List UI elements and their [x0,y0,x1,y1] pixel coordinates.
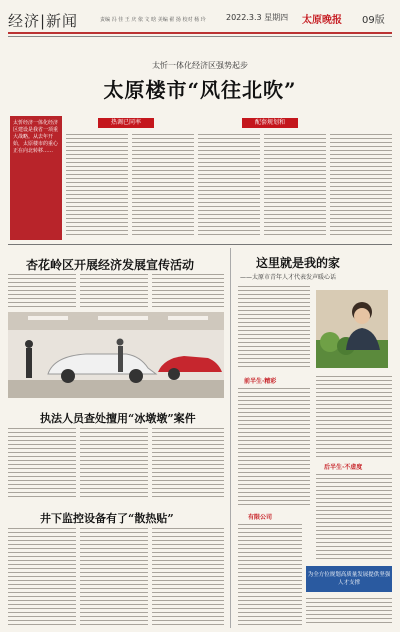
article2-text-col-1 [8,272,76,308]
article3-text-col-2a [316,374,392,458]
header-rule [8,32,392,34]
subhead-3: 有限公司 [248,514,273,521]
article2-text-col-3 [152,272,224,308]
car-showroom-photo [8,312,224,398]
header-rule-thin [8,36,392,37]
article4-text-col-1 [8,426,76,498]
lead-text-col-1 [66,132,128,238]
section-title: 经济|新闻 [8,12,79,30]
article3-text-col-1b [238,386,310,508]
lead-text-col-4 [264,132,326,238]
article2-text-col-2 [80,272,148,308]
promo-box: 为全方位规划高质量发展提供坚强人才支撑 [306,566,392,592]
lead-text-col-3 [198,132,260,238]
article5-text-col-2 [80,526,148,626]
lead-sidebar: 太忻经济一体化经济区建设是我省一项重大战略。从去年开始，太原楼市的重心正在向北转移…… [10,116,62,240]
article3-subtitle: ——太原市青年人才代表发声暖心话 [240,274,337,281]
date-text: 2022.3.3 [226,13,262,22]
lead-headline: 太原楼市“风往北吹” [103,78,297,102]
portrait-photo [316,290,388,368]
subhead-1: 前半生·精彩 [244,378,277,385]
newspaper-name: 太原晚报 [302,15,342,26]
portrait-illustration [316,290,388,368]
issue-date [226,12,288,23]
article5-text-col-1 [8,526,76,626]
lead-tag-2: 配套规划和 [242,118,298,128]
article3-text-col-2c [306,596,392,626]
column-divider [230,248,231,628]
lead-tag-1: 热调已同率 [98,118,154,128]
section-divider [8,244,392,245]
article3-text-col-1a [238,284,310,370]
subhead-2: 后半生·不虚度 [324,464,363,471]
article5-title: 井下监控设备有了“散热贴” [40,512,174,525]
article4-text-col-2 [80,426,148,498]
article3-text-col-1c [238,522,302,626]
article4-text-col-3 [152,426,224,498]
article3-text-col-2b [316,472,392,560]
car-showroom-illustration [8,312,224,398]
lead-kicker: 太忻一体化经济区强势起步 [152,61,248,70]
article4-title: 执法人员查处擅用“冰墩墩”案件 [40,412,196,425]
article2-title: 杏花岭区开展经济发展宣传活动 [26,258,195,272]
lead-text-col-5 [330,132,392,238]
article5-text-col-3 [152,526,224,626]
lead-text-col-2 [132,132,194,238]
editor-credits: 责编 冯 佳 王 庆 依 文 晗 美编 翟 扬 校对 杨 玲 [100,17,206,23]
page-number: 09版 [362,15,385,26]
weekday-text: 星期四 [264,13,289,22]
article3-title: 这里就是我的家 [256,256,341,270]
